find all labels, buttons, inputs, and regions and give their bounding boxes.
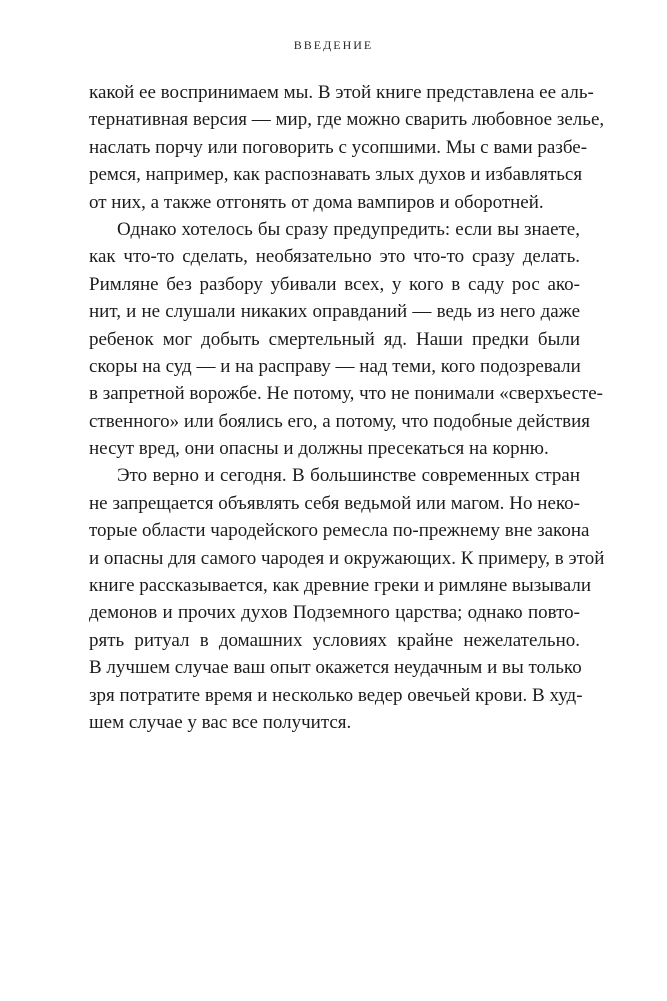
body-text	[89, 79, 605, 736]
text-line: рять ритуал в домашних условиях крайне нежелательно.	[89, 629, 580, 651]
text-line: не запрещается объявлять себя ведьмой или магом. Но неко-	[89, 492, 580, 514]
text-line: ребенок мог добыть смертельный яд. Наши предки были	[89, 328, 580, 350]
text-line: скоры на суд — и на расправу — над теми, кого подозревали	[89, 355, 581, 377]
text-line: в запретной ворожбе. Не потому, что не понимали «сверхъесте-	[89, 383, 603, 405]
text-line: какой ее воспринимаем мы. В этой книге представлена ее аль-	[89, 82, 594, 103]
text-line: Однако хотелось бы сразу предупредить: если вы знаете,	[117, 218, 580, 240]
text-line: несут вред, они опасны и должны пресекаться на корню.	[89, 438, 549, 460]
text-line: как что-то сделать, необязательно это что-то сразу делать.	[89, 246, 580, 268]
text-line: торые области чародейского ремесла по-прежнему вне закона	[89, 520, 590, 542]
text-line: демонов и прочих духов Подземного царства; однако повто-	[89, 602, 580, 624]
text-line: В лучшем случае ваш опыт окажется неудачным и вы только	[89, 657, 582, 679]
text-line: от них, а также отгонять от дома вампиров и оборотней.	[89, 191, 544, 213]
text-line: книге рассказывается, как древние греки и римляне вызывали	[89, 575, 592, 597]
text-line: Римляне без разбору убивали всех, у кого в саду рос ако-	[89, 273, 580, 295]
text-line: наслать порчу или поговорить с усопшими. Мы с вами разбе-	[89, 136, 588, 158]
text-line: шем случае у вас все получится.	[89, 711, 352, 733]
text-line: и опасны для самого чародея и окружающих. К примеру, в этой	[89, 547, 605, 569]
text-line: тернативная версия — мир, где можно сварить любовное зелье,	[89, 109, 605, 131]
text-line: зря потратите время и несколько ведер овечьей крови. В худ-	[89, 684, 583, 706]
text-line: Это верно и сегодня. В большинстве современных стран	[117, 465, 580, 487]
text-line: ственного» или боялись его, а потому, что подобные действия	[89, 410, 591, 432]
text-line: нит, и не слушали никаких оправданий — ведь из него даже	[89, 301, 580, 323]
text-line: ремся, например, как распознавать злых духов и избавляться	[89, 164, 583, 186]
running-head: ВВЕДЕНИЕ	[293, 38, 374, 52]
